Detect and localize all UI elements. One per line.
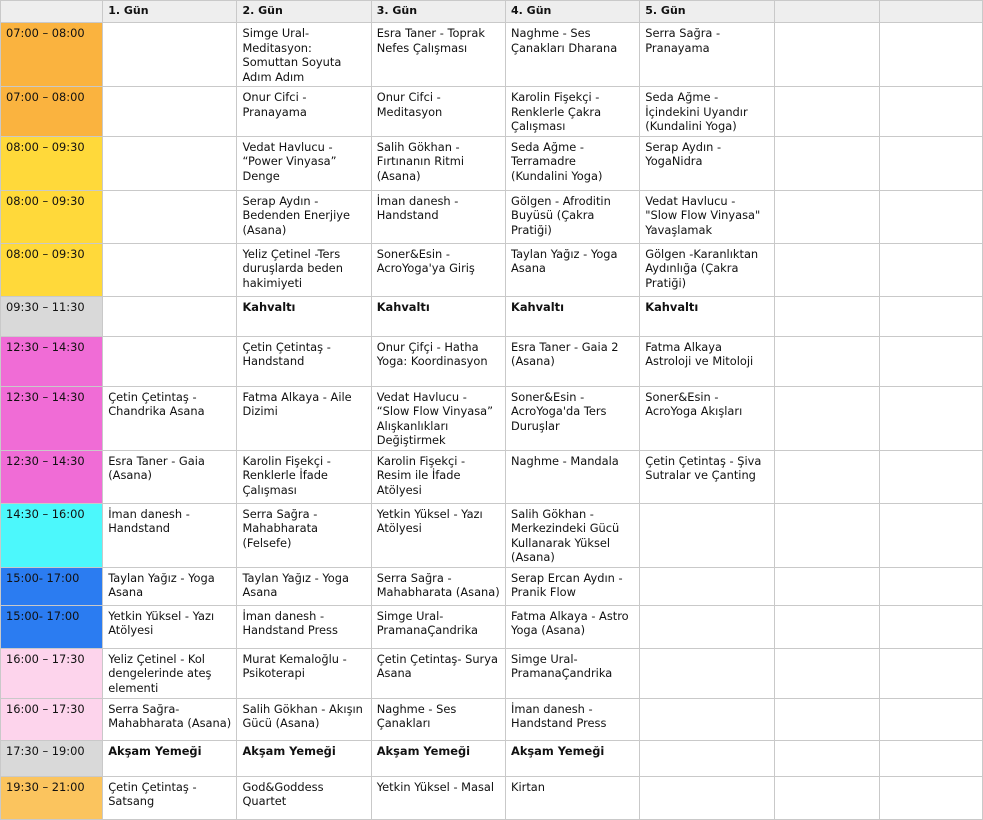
session-cell[interactable]: Soner&Esin - AcroYoga'da Ters Duruşlar [506,386,640,450]
session-cell[interactable] [879,567,982,605]
session-cell[interactable] [103,336,237,386]
session-cell[interactable] [774,567,879,605]
session-cell[interactable] [774,450,879,503]
session-cell[interactable]: Serap Aydın - Bedenden Enerjiye (Asana) [237,190,371,243]
session-cell[interactable]: Vedat Havlucu - “Power Vinyasa” Denge [237,136,371,190]
session-cell[interactable]: Kirtan [506,776,640,819]
session-cell[interactable]: Taylan Yağız - Yoga Asana [103,567,237,605]
table-row [1,336,983,386]
table-row [1,776,983,819]
time-slot-cell[interactable]: 09:30 – 11:30 [1,296,103,336]
session-cell[interactable] [879,503,982,567]
session-cell[interactable]: Çetin Çetintaş - Chandrika Asana [103,386,237,450]
session-cell[interactable] [103,243,237,296]
session-cell[interactable] [640,776,774,819]
session-cell[interactable] [640,698,774,740]
session-cell[interactable]: Çetin Çetintaş - Şiva Sutralar ve Çanting [640,450,774,503]
session-cell[interactable]: Serra Sağra-Mahabharata (Asana) [103,698,237,740]
session-cell[interactable]: Vedat Havlucu - "Slow Flow Vinyasa" Yavaşlamak [640,190,774,243]
header-cell-day-1[interactable]: 1. Gün [103,1,237,23]
session-cell[interactable]: Serra Sağra - Pranayama [640,23,774,87]
session-cell[interactable]: Vedat Havlucu - “Slow Flow Vinyasa” Alışkanlıkları Değiştirmek [371,386,505,450]
table-row [1,648,983,698]
session-cell[interactable] [774,740,879,776]
session-cell[interactable] [774,776,879,819]
session-cell[interactable]: Onur Cifci - Meditasyon [371,87,505,137]
table-row [1,605,983,648]
session-cell[interactable] [879,87,982,137]
session-cell[interactable] [879,386,982,450]
session-cell[interactable] [879,776,982,819]
session-cell[interactable]: Çetin Çetintaş - Handstand [237,336,371,386]
time-slot-cell[interactable]: 15:00- 17:00 [1,605,103,648]
header-cell-day-5[interactable]: 5. Gün [640,1,774,23]
session-cell[interactable]: Kahvaltı [640,296,774,336]
session-cell[interactable] [879,450,982,503]
session-cell[interactable] [774,190,879,243]
session-cell[interactable]: Seda Ağme - İçindekini Uyandır (Kundalini Yoga) [640,87,774,137]
session-cell[interactable] [640,648,774,698]
time-slot-cell[interactable]: 12:30 – 14:30 [1,386,103,450]
header-cell-day-4[interactable]: 4. Gün [506,1,640,23]
session-cell[interactable] [774,243,879,296]
session-cell[interactable]: Esra Taner - Gaia 2 (Asana) [506,336,640,386]
session-cell[interactable]: Salih Gökhan - Fırtınanın Ritmi (Asana) [371,136,505,190]
time-slot-cell[interactable]: 19:30 – 21:00 [1,776,103,819]
session-cell[interactable] [103,296,237,336]
time-slot-cell[interactable]: 08:00 – 09:30 [1,136,103,190]
header-cell-day-3[interactable]: 3. Gün [371,1,505,23]
table-row [1,740,983,776]
session-cell[interactable]: Akşam Yemeği [506,740,640,776]
session-cell[interactable]: Serap Ercan Aydın - Pranik Flow [506,567,640,605]
session-cell[interactable] [774,605,879,648]
session-cell[interactable]: Yeliz Çetinel - Kol dengelerinde ateş elementi [103,648,237,698]
session-cell[interactable] [879,740,982,776]
session-cell[interactable] [640,503,774,567]
session-cell[interactable]: Karolin Fişekçi - Resim ile İfade Atölyesi [371,450,505,503]
session-cell[interactable]: İman danesh - Handstand Press [506,698,640,740]
session-cell[interactable] [879,605,982,648]
time-slot-cell[interactable]: 12:30 – 14:30 [1,336,103,386]
table-row [1,386,983,450]
header-cell-day-2[interactable]: 2. Gün [237,1,371,23]
schedule-body [1,23,983,820]
session-cell[interactable] [879,23,982,87]
session-cell[interactable]: Çetin Çetintaş - Satsang [103,776,237,819]
table-row [1,136,983,190]
session-cell[interactable] [774,386,879,450]
session-cell[interactable]: İman danesh - Handstand [371,190,505,243]
table-row [1,190,983,243]
session-cell[interactable]: Kahvaltı [506,296,640,336]
session-cell[interactable] [774,336,879,386]
session-cell[interactable]: Naghme - Ses Çanakları Dharana [506,23,640,87]
session-cell[interactable]: Serra Sağra - Mahabharata (Felsefe) [237,503,371,567]
session-cell[interactable]: Gölgen - Afroditin Buyüsü (Çakra Pratiği) [506,190,640,243]
session-cell[interactable] [774,296,879,336]
session-cell[interactable]: Yetkin Yüksel - Yazı Atölyesi [103,605,237,648]
session-cell[interactable] [774,503,879,567]
session-cell[interactable]: Kahvaltı [371,296,505,336]
session-cell[interactable]: Murat Kemaloğlu - Psikoterapi [237,648,371,698]
session-cell[interactable]: Taylan Yağız - Yoga Asana [506,243,640,296]
session-cell[interactable]: Karolin Fişekçi - Renklerle Çakra Çalışması [506,87,640,137]
session-cell[interactable] [774,87,879,137]
table-row [1,450,983,503]
session-cell[interactable] [879,243,982,296]
session-cell[interactable]: Salih Gökhan - Akışın Gücü (Asana) [237,698,371,740]
session-cell[interactable] [879,698,982,740]
session-cell[interactable]: Gölgen -Karanlıktan Aydınlığa (Çakra Pratiği) [640,243,774,296]
session-cell[interactable]: Yeliz Çetinel -Ters duruşlarda beden hakimiyeti [237,243,371,296]
table-row [1,698,983,740]
time-slot-cell[interactable]: 17:30 – 19:00 [1,740,103,776]
session-cell[interactable] [103,87,237,137]
time-slot-cell[interactable]: 08:00 – 09:30 [1,190,103,243]
time-slot-cell[interactable]: 16:00 – 17:30 [1,698,103,740]
session-cell[interactable]: Simge Ural-Meditasyon: Somuttan Soyuta Adım Adım [237,23,371,87]
session-cell[interactable]: Naghme - Mandala [506,450,640,503]
time-slot-cell[interactable]: 12:30 – 14:30 [1,450,103,503]
session-cell[interactable]: Fatma Alkaya Astroloji ve Mitoloji [640,336,774,386]
session-cell[interactable] [774,648,879,698]
session-cell[interactable] [879,136,982,190]
session-cell[interactable] [640,740,774,776]
session-cell[interactable] [879,336,982,386]
time-slot-cell[interactable]: 14:30 – 16:00 [1,503,103,567]
session-cell[interactable]: Kahvaltı [237,296,371,336]
session-cell[interactable] [103,136,237,190]
table-row [1,296,983,336]
time-slot-cell[interactable]: 07:00 – 08:00 [1,87,103,137]
session-cell[interactable]: Çetin Çetintaş- Surya Asana [371,648,505,698]
time-slot-cell[interactable]: 16:00 – 17:30 [1,648,103,698]
session-cell[interactable] [774,698,879,740]
table-row [1,243,983,296]
session-cell[interactable] [640,605,774,648]
time-slot-cell[interactable]: 08:00 – 09:30 [1,243,103,296]
table-row [1,503,983,567]
session-cell[interactable]: Akşam Yemeği [371,740,505,776]
session-cell[interactable]: Seda Ağme - Terramadre (Kundalini Yoga) [506,136,640,190]
time-slot-cell[interactable]: 15:00- 17:00 [1,567,103,605]
session-cell[interactable]: Fatma Alkaya - Astro Yoga (Asana) [506,605,640,648]
session-cell[interactable] [774,23,879,87]
session-cell[interactable]: Akşam Yemeği [237,740,371,776]
session-cell[interactable] [640,567,774,605]
session-cell[interactable]: Soner&Esin - AcroYoga Akışları [640,386,774,450]
session-cell[interactable]: Karolin Fişekçi - Renklerle İfade Çalışması [237,450,371,503]
session-cell[interactable]: Taylan Yağız - Yoga Asana [237,567,371,605]
header-row [1,1,983,23]
session-cell[interactable]: Fatma Alkaya - Aile Dizimi [237,386,371,450]
session-cell[interactable]: İman danesh - Handstand [103,503,237,567]
session-cell[interactable]: Esra Taner - Toprak Nefes Çalışması [371,23,505,87]
session-cell[interactable]: İman danesh - Handstand Press [237,605,371,648]
time-slot-cell[interactable]: 07:00 – 08:00 [1,23,103,87]
session-cell[interactable]: Esra Taner - Gaia (Asana) [103,450,237,503]
session-cell[interactable] [103,190,237,243]
session-cell[interactable]: God&Goddess Quartet [237,776,371,819]
session-cell[interactable]: Serra Sağra - Mahabharata (Asana) [371,567,505,605]
session-cell[interactable] [774,136,879,190]
session-cell[interactable]: Soner&Esin - AcroYoga'ya Giriş [371,243,505,296]
table-row [1,567,983,605]
session-cell[interactable] [879,190,982,243]
session-cell[interactable]: Simge Ural-PramanaÇandrika [506,648,640,698]
session-cell[interactable]: Naghme - Ses Çanakları [371,698,505,740]
session-cell[interactable]: Onur Cifci - Pranayama [237,87,371,137]
session-cell[interactable]: Simge Ural-PramanaÇandrika [371,605,505,648]
table-row [1,87,983,137]
header-cell-extra-2[interactable] [879,1,982,23]
header-cell-extra-1[interactable] [774,1,879,23]
session-cell[interactable] [103,23,237,87]
header-cell-time[interactable] [1,1,103,23]
session-cell[interactable]: Yetkin Yüksel - Yazı Atölyesi [371,503,505,567]
session-cell[interactable]: Yetkin Yüksel - Masal [371,776,505,819]
session-cell[interactable] [879,296,982,336]
session-cell[interactable]: Akşam Yemeği [103,740,237,776]
session-cell[interactable]: Salih Gökhan - Merkezindeki Gücü Kullanarak Yüksel (Asana) [506,503,640,567]
session-cell[interactable] [879,648,982,698]
table-row [1,23,983,87]
session-cell[interactable]: Onur Çifçi - Hatha Yoga: Koordinasyon [371,336,505,386]
session-cell[interactable]: Serap Aydın - YogaNidra [640,136,774,190]
